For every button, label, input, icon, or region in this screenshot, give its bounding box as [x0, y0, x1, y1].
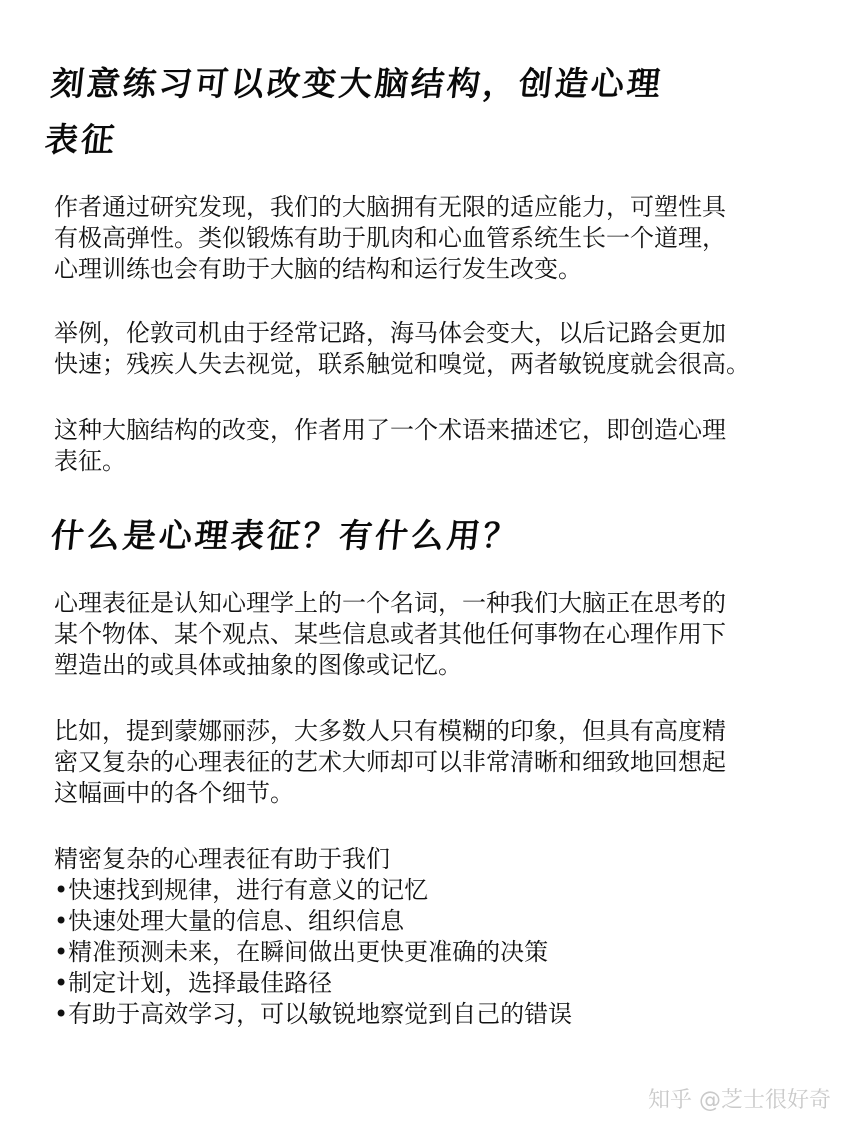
section-heading-brain-structure	[42, 56, 666, 168]
list-item: •快速找到规律，进行有意义的记忆	[54, 876, 429, 904]
paragraph-research-finding	[54, 192, 726, 285]
text-line: 有极高弹性。类似锻炼有助于肌肉和心血管系统生长一个道理，	[54, 224, 726, 252]
list-item: •快速处理大量的信息、组织信息	[54, 907, 405, 935]
text-line: 举例，伦敦司机由于经常记路，海马体会变大，以后记路会更加	[54, 319, 726, 347]
paragraph-mona-lisa-example	[54, 716, 726, 809]
text-line: 心理表征是认知心理学上的一个名词，一种我们大脑正在思考的	[54, 589, 726, 617]
section-heading-what-is-representation	[48, 508, 522, 564]
list-item: •精准预测未来，在瞬间做出更快更准确的决策	[54, 938, 549, 966]
text-line: 作者通过研究发现，我们的大脑拥有无限的适应能力，可塑性具	[54, 193, 726, 221]
list-intro: 精密复杂的心理表征有助于我们	[54, 845, 390, 873]
text-line: 比如，提到蒙娜丽莎，大多数人只有模糊的印象，但具有高度精	[54, 717, 726, 745]
text-line: 快速；残疾人失去视觉，联系触觉和嗅觉，两者敏锐度就会很高。	[54, 350, 750, 378]
paragraph-term-intro	[54, 415, 726, 477]
text-line: 密又复杂的心理表征的艺术大师却可以非常清晰和细致地回想起	[54, 748, 726, 776]
paragraph-definition	[54, 588, 726, 681]
text-line: 心理训练也会有助于大脑的结构和运行发生改变。	[54, 255, 582, 283]
paragraph-examples	[54, 318, 750, 380]
text-line: 某个物体、某个观点、某些信息或者其他任何事物在心理作用下	[54, 620, 726, 648]
heading-line: 刻意练习可以改变大脑结构，创造心理	[49, 64, 666, 103]
heading-line: 表征	[43, 120, 120, 159]
list-item: •有助于高效学习，可以敏锐地察觉到自己的错误	[54, 1000, 573, 1028]
text-line: 表征。	[54, 447, 126, 475]
zhihu-watermark: 知乎 @芝士很好奇	[648, 1088, 831, 1113]
paragraph-benefits-list	[54, 844, 572, 1030]
text-line: 这幅画中的各个细节。	[54, 779, 294, 807]
heading-line: 什么是心理表征？有什么用？	[49, 516, 522, 555]
text-line: 这种大脑结构的改变，作者用了一个术语来描述它，即创造心理	[54, 416, 726, 444]
list-item: •制定计划，选择最佳路径	[54, 969, 333, 997]
text-line: 塑造出的或具体或抽象的图像或记忆。	[54, 651, 462, 679]
